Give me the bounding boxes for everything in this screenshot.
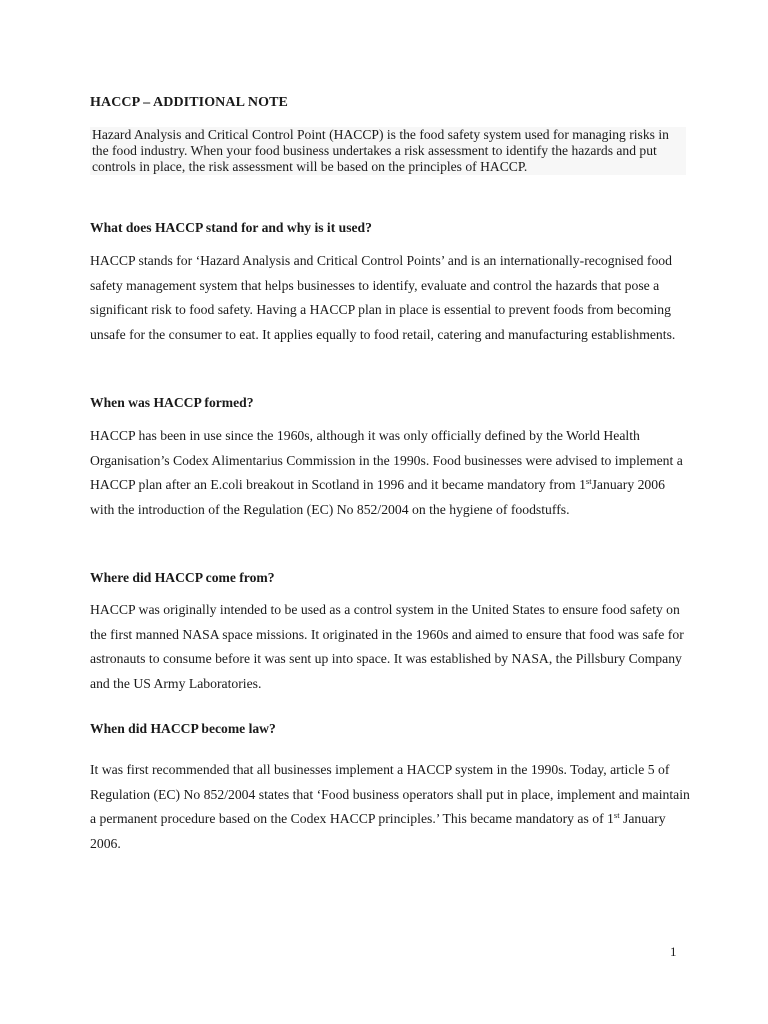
section-body-text: January 2006 with the introduction of the Regulation (EC) No 852/2004 on the hygiene of foodstuffs. — [90, 477, 665, 517]
ordinal-suffix: st — [585, 476, 592, 486]
section-heading-when-formed: When was HACCP formed? — [90, 395, 254, 410]
section-body-when-formed — [90, 424, 690, 522]
section-body-text: HACCP has been in use since the 1960s, although it was only officially defined by the World Health Organisation’s Codex Alimentarius Commission in the 1990s. Food businesses were advised to implement a HACCP plan after an E.coli breakout in Scotland in 1996 and it became mandatory from 1 — [90, 428, 683, 492]
intro-paragraph: Hazard Analysis and Critical Control Point (HACCP) is the food safety system used for managing risks in the food industry. When your food business undertakes a risk assessment to identify the hazards and put controls in place, the risk assessment will be based on the principles of HACCP. — [90, 127, 686, 175]
section-heading-where-from: Where did HACCP come from? — [90, 570, 275, 585]
section-heading-what-does-haccp-stand-for: What does HACCP stand for and why is it used? — [90, 220, 372, 235]
ordinal-suffix: st — [613, 810, 620, 820]
section-body-where-from: HACCP was originally intended to be used as a control system in the United States to ensure food safety on the first manned NASA space missions. It originated in the 1960s and aimed to ensure that food was safe for astronauts to consume before it was sent up into space. It was established by NASA, the Pillsbury Company and the US Army Laboratories. — [90, 602, 684, 691]
page-number: 1 — [670, 944, 677, 959]
document-title: HACCP – ADDITIONAL NOTE — [90, 95, 288, 110]
section-body-text: It was first recommended that all businesses implement a HACCP system in the 1990s. Today, article 5 of Regulation (EC) No 852/2004 states that ‘Food business operators shall put in place, implement and maintain a permanent procedure based on the Codex HACCP principles.’ This became mandatory as of 1 — [90, 762, 690, 826]
section-body-text: January 2006. — [90, 811, 666, 851]
section-body-when-law — [90, 758, 690, 856]
section-body-what-does-haccp-stand-for: HACCP stands for ‘Hazard Analysis and Critical Control Points’ and is an internationally-recognised food safety management system that helps businesses to identify, evaluate and control the hazards that pose a significant risk to food safety. Having a HACCP plan in place is essential to prevent foods from becoming unsafe for the consumer to eat. It applies equally to food retail, catering and manufacturing establishments. — [90, 253, 676, 342]
section-heading-when-law: When did HACCP become law? — [90, 721, 276, 736]
